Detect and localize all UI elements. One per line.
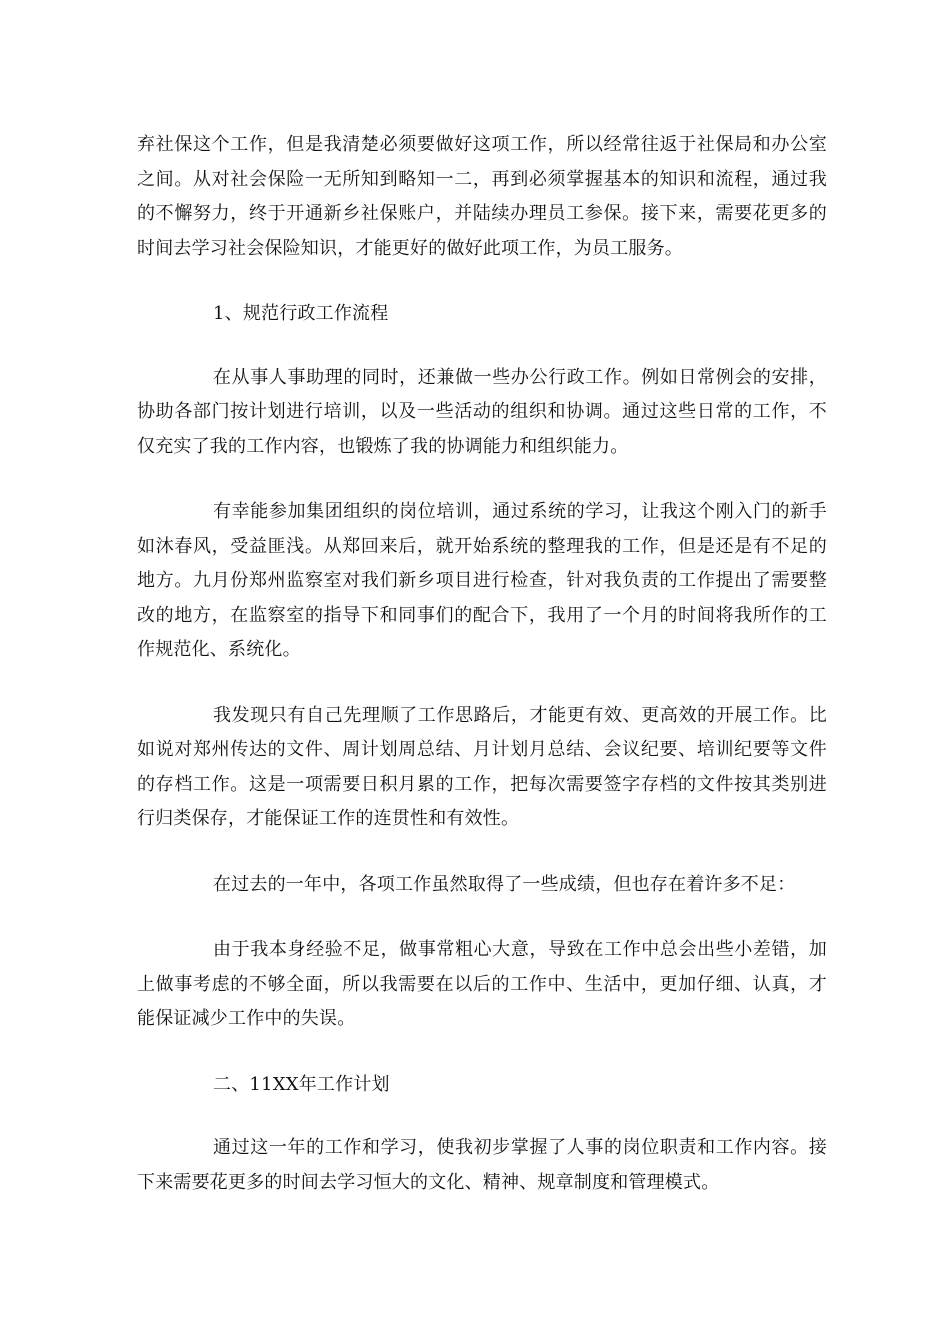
- paragraph-training: 有幸能参加集团组织的岗位培训，通过系统的学习，让我这个刚入门的新手如沐春风，受益匪浅。从郑回来后，就开始系统的整理我的工作，但是还是有不足的地方。九月份郑州监察室对我们新乡项目进行检查，针对我负责的工作提出了需要整改的地方，在监察室的指导下和同事们的配合下，我用了一个月的时间将我所作的工作规范化、系统化。: [137, 501, 827, 660]
- paragraph-work-plan: 通过这一年的工作和学习，使我初步掌握了人事的岗位职责和工作内容。接下来需要花更多的时间去学习恒大的文化、精神、规章制度和管理模式。: [137, 1137, 827, 1193]
- paragraph-shortcomings-intro: 在过去的一年中，各项工作虽然取得了一些成绩，但也存在着许多不足：: [213, 873, 796, 895]
- paragraph-admin-duties: 在从事人事助理的同时，还兼做一些办公行政工作。例如日常例会的安排，协助各部门按计划进行培训，以及一些活动的组织和协调。通过这些日常的工作，不仅充实了我的工作内容，也锻炼了我的协调能力和组织能力。: [137, 366, 827, 457]
- paragraph-filing: 我发现只有自己先理顺了工作思路后，才能更有效、更高效的开展工作。比如说对郑州传达的文件、周计划周总结、月计划月总结、会议纪要、培训纪要等文件的存档工作。这是一项需要日积月累的工作，把每次需要签字存档的文件按其类别进行归类保存，才能保证工作的连贯性和有效性。: [137, 704, 827, 829]
- paragraph-social-security: 弃社保这个工作，但是我清楚必须要做好这项工作，所以经常往返于社保局和办公室之间。从对社会保险一无所知到略知一二，再到必须掌握基本的知识和流程，通过我的不懈努力，终于开通新乡社保账户，并陆续办理员工参保。接下来，需要花更多的时间去学习社会保险知识，才能更好的做好此项工作，为员工服务。: [137, 134, 827, 259]
- paragraph-shortcomings-detail: 由于我本身经验不足，做事常粗心大意，导致在工作中总会出些小差错，加上做事考虑的不够全面，所以我需要在以后的工作中、生活中，更加仔细、认真，才能保证减少工作中的失误。: [137, 939, 827, 1029]
- section-heading-work-plan: 二、11XX年工作计划: [213, 1073, 390, 1095]
- section-heading-admin-process: 1、规范行政工作流程: [213, 303, 389, 324]
- document-page: [137, 128, 827, 1231]
